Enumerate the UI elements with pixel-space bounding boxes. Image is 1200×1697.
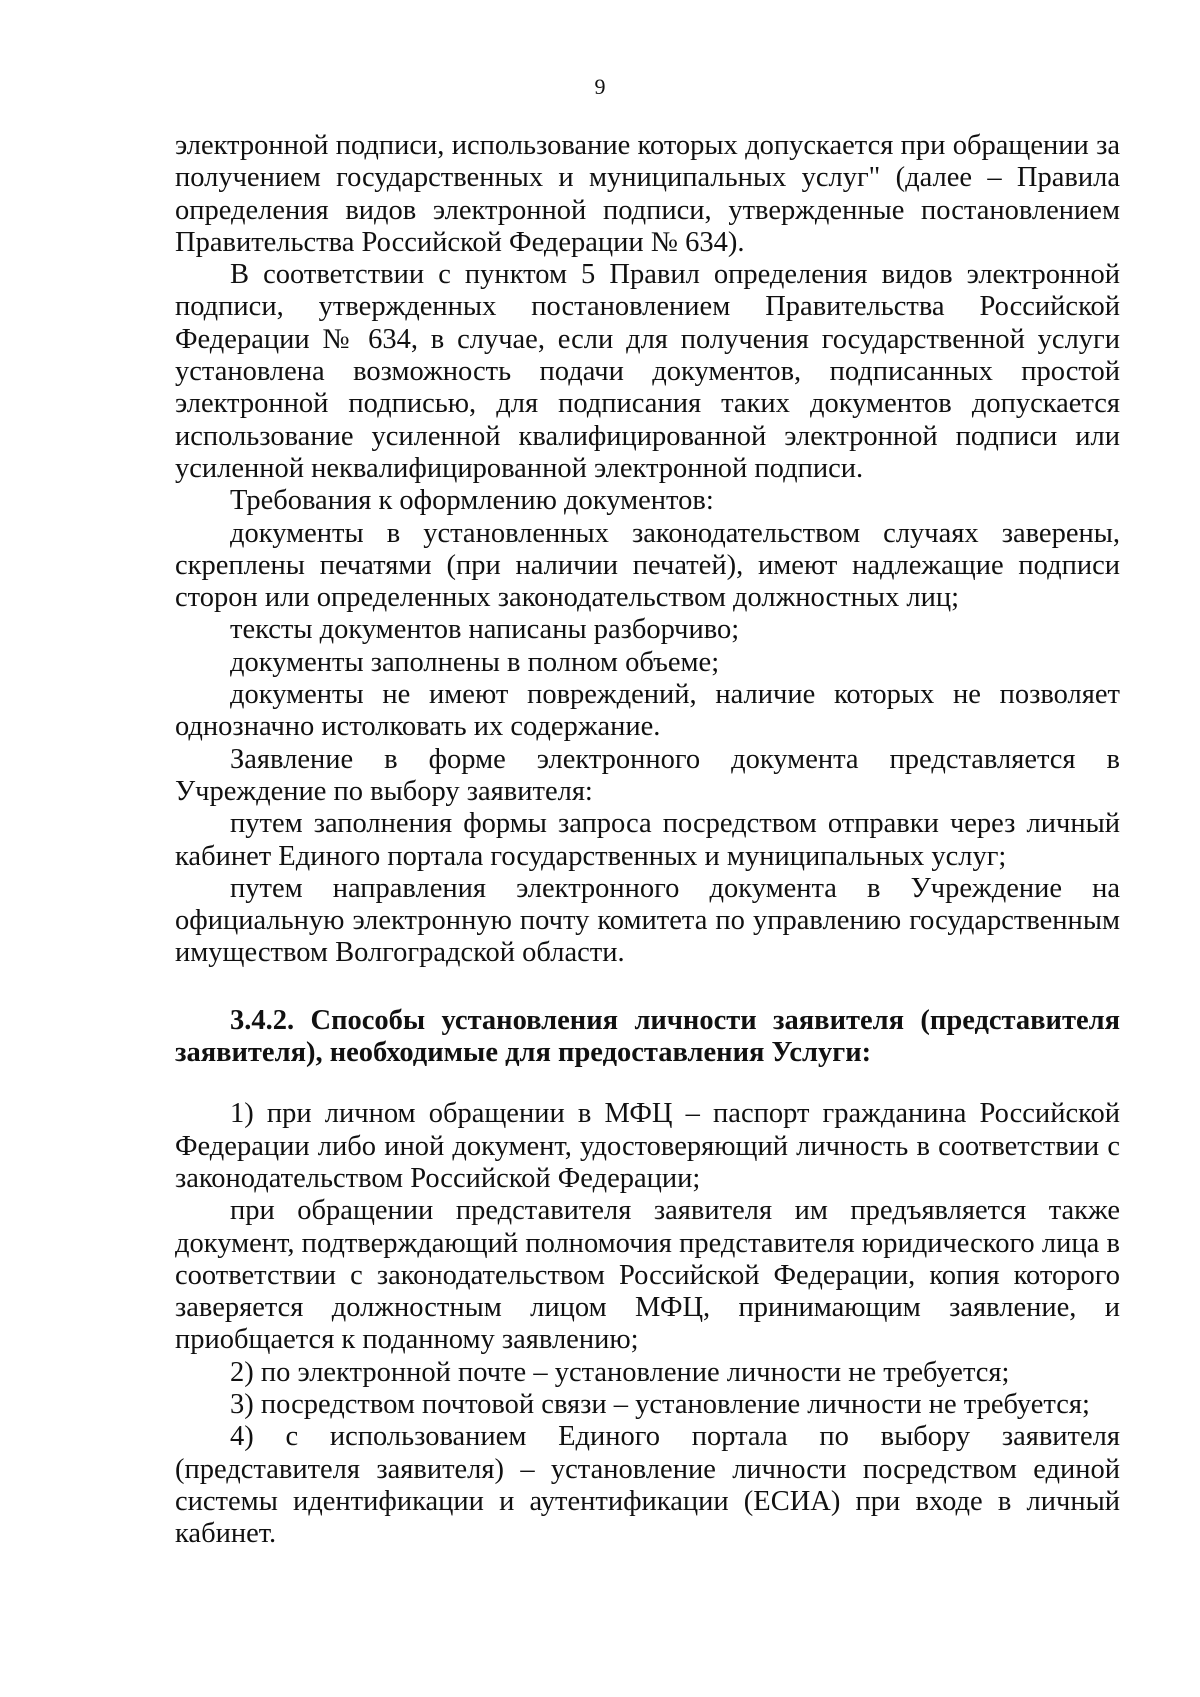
paragraph: 2) по электронной почте – установление личности не требуется; <box>230 1356 1010 1388</box>
page-number: 9 <box>594 74 606 99</box>
spacer <box>175 1069 1120 1098</box>
paragraph: 3) посредством почтовой связи – установление личности не требуется; <box>230 1388 1090 1420</box>
paragraph: электронной подписи, использование которых допускается при обращении за получением государственных и муниципальных услуг" (далее – Правила определения видов электронной подписи, утвержденные постановлением Правительства Российской Федерации № 634). <box>175 130 1120 258</box>
paragraph: Требования к оформлению документов: <box>230 485 714 517</box>
paragraph: 4) с использованием Единого портала по выбору заявителя (представителя заявителя) – установление личности посредством единой системы идентификации и аутентификации (ЕСИА) при входе в личный кабинет. <box>175 1421 1120 1550</box>
paragraph: документы заполнены в полном объеме; <box>230 646 720 678</box>
paragraph: путем заполнения формы запроса посредством отправки через личный кабинет Единого портала государственных и муниципальных услуг; <box>175 808 1120 872</box>
paragraph: В соответствии с пунктом 5 Правил определения видов электронной подписи, утвержденных постановлением Правительства Российской Федерации № 634, в случае, если для получения государственной услуги установлена возможность подачи документов, подписанных простой электронной подписью, для подписания таких документов допускается использование усиленной квалифицированной электронной подписи или усиленной неквалифицированной электронной подписи. <box>175 259 1120 484</box>
section-heading: 3.4.2. Способы установления личности заявителя (представителя заявителя), необходимые для предоставления Услуги: <box>175 1004 1120 1069</box>
paragraph: документы не имеют повреждений, наличие которых не позволяет однозначно истолковать их содержание. <box>175 679 1120 743</box>
document-body <box>175 130 1120 1550</box>
paragraph: тексты документов написаны разборчиво; <box>230 614 740 646</box>
paragraph: при обращении представителя заявителя им предъявляется также документ, подтверждающий полномочия представителя юридического лица в соответствии с законодательством Российской Федерации, копия которого заверяется должностным лицом МФЦ, принимающим заявление, и приобщается к поданному заявлению; <box>175 1195 1120 1356</box>
paragraph: 1) при личном обращении в МФЦ – паспорт гражданина Российской Федерации либо иной документ, удостоверяющий личность в соответствии с законодательством Российской Федерации; <box>175 1098 1120 1194</box>
paragraph-group-top <box>175 130 1120 970</box>
paragraph-group-bottom <box>175 1098 1120 1550</box>
paragraph: документы в установленных законодательством случаях заверены, скреплены печатями (при наличии печатей), имеют надлежащие подписи сторон или определенных законодательством должностных лиц; <box>175 517 1120 614</box>
paragraph: Заявление в форме электронного документа представляется в Учреждение по выбору заявителя: <box>175 743 1120 807</box>
paragraph: путем направления электронного документа в Учреждение на официальную электронную почту комитета по управлению государственным имуществом Волгоградской области. <box>175 872 1120 969</box>
spacer <box>175 970 1120 1005</box>
